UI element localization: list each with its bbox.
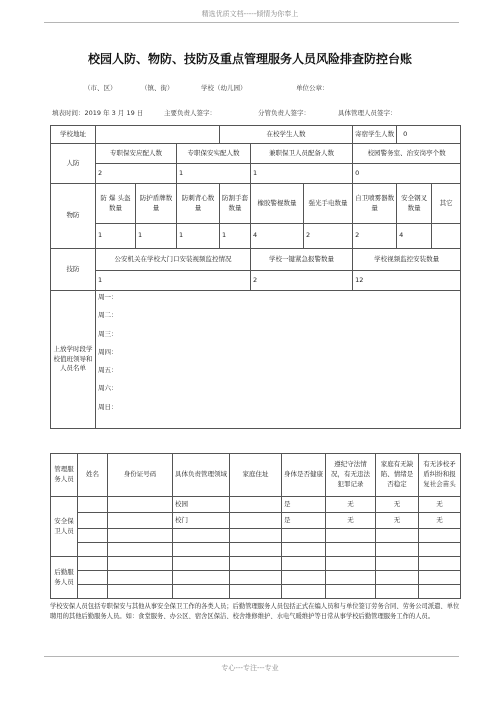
wufang-value-2[interactable]: 1 (177, 224, 220, 249)
duty-roster-days (96, 291, 461, 429)
renfang-value-0[interactable]: 2 (96, 164, 177, 184)
id-cell[interactable] (108, 529, 173, 543)
jifang-header-1: 学校一键紧急报警数量 (251, 249, 353, 271)
boarding-count-label: 寄宿学生人数 (353, 126, 397, 144)
wufang-value-6[interactable]: 2 (353, 224, 397, 249)
table-row (51, 513, 461, 529)
unit-seal-label: 单位公章： (296, 84, 329, 92)
family-cell[interactable] (376, 543, 419, 557)
family-cell[interactable]: 无 (376, 513, 419, 529)
family-cell[interactable]: 无 (376, 497, 419, 513)
school-address-value[interactable] (96, 126, 220, 144)
table-row (51, 543, 461, 557)
address-cell[interactable] (230, 585, 282, 599)
wufang-label: 物防 (51, 184, 96, 249)
health-cell[interactable] (282, 571, 326, 585)
dispute-cell[interactable] (419, 543, 461, 557)
family-cell[interactable] (376, 529, 419, 543)
col-header-legal: 遵纪守法情况，有无违法犯罪记录 (326, 454, 376, 497)
area-cell[interactable] (173, 543, 230, 557)
dispute-cell[interactable] (419, 529, 461, 543)
family-cell[interactable] (376, 557, 419, 571)
id-cell[interactable] (108, 571, 173, 585)
table-row (51, 585, 461, 599)
address-cell[interactable] (230, 513, 282, 529)
renfang-header-1: 专职保安实配人数 (177, 144, 251, 164)
sub-leader-signature: 分管负责人签字： (258, 109, 310, 117)
header-divider (44, 22, 459, 23)
school-address-label: 学校地址 (51, 126, 96, 144)
wufang-value-1[interactable]: 1 (136, 224, 177, 249)
legal-cell[interactable]: 无 (326, 513, 376, 529)
duty-roster-label: 上放学时段学校值班领导和人员名单 (51, 291, 96, 429)
town-label: （镇、街） (141, 84, 174, 92)
wufang-header-5: 强光手电数量 (304, 184, 353, 224)
address-cell[interactable] (230, 497, 282, 513)
duty-day-sun[interactable]: 周日： (98, 402, 118, 411)
table-row (51, 497, 461, 513)
wufang-header-6: 自卫喷雾器数量 (353, 184, 397, 224)
renfang-header-0: 专职保安应配人数 (96, 144, 177, 164)
table-row (51, 529, 461, 543)
name-cell[interactable] (78, 497, 108, 513)
wufang-header-2: 防刺背心数量 (177, 184, 220, 224)
name-cell[interactable] (78, 529, 108, 543)
id-cell[interactable] (108, 497, 173, 513)
duty-day-thu[interactable]: 周四： (98, 347, 118, 356)
wufang-value-0[interactable]: 1 (96, 224, 136, 249)
address-cell[interactable] (230, 571, 282, 585)
legal-cell[interactable] (326, 529, 376, 543)
area-cell[interactable]: 校园 (173, 497, 230, 513)
col-header-id: 身份证号码 (108, 454, 173, 497)
logistics-staff-label: 后勤服务人员 (51, 557, 78, 599)
dispute-cell[interactable]: 无 (419, 513, 461, 529)
renfang-header-2: 兼职保卫人员配备人数 (251, 144, 353, 164)
health-cell[interactable] (282, 585, 326, 599)
address-cell[interactable] (230, 543, 282, 557)
area-cell[interactable]: 校门 (173, 513, 230, 529)
fill-date: 填表时间：2019 年 3 月 19 日 (52, 109, 144, 117)
dispute-cell[interactable] (419, 557, 461, 571)
duty-day-fri[interactable]: 周五： (98, 366, 118, 375)
dispute-cell[interactable] (419, 585, 461, 599)
main-leader-signature: 主要负责人签字： (164, 109, 216, 117)
dispute-cell[interactable] (419, 571, 461, 585)
col-header-dispute: 有无涉校矛盾纠纷和报复社会苗头 (419, 454, 461, 497)
name-cell[interactable] (78, 543, 108, 557)
jifang-label: 技防 (51, 249, 96, 291)
dispute-cell[interactable]: 无 (419, 497, 461, 513)
jifang-value-2[interactable]: 12 (353, 271, 461, 291)
id-cell[interactable] (108, 513, 173, 529)
jifang-header-0: 公安机关在学校大门口安装视频监控情况 (96, 249, 251, 271)
manager-signature: 具体管理人员签字： (338, 109, 397, 117)
col-header-health: 身体是否健康 (282, 454, 326, 497)
wufang-header-0: 防 爆 头盔数量 (96, 184, 136, 224)
family-cell[interactable] (376, 571, 419, 585)
page-header-text: 精选优质文档-----倾情为你奉上 (201, 10, 299, 18)
jifang-value-0[interactable]: 1 (96, 271, 251, 291)
col-header-role: 管理服务人员 (51, 454, 78, 497)
id-cell[interactable] (108, 543, 173, 557)
footnote-text: 学校安保人员包括专职保安与其他从事安全保卫工作的各类人员；后勤管理服务人员包括正式在编人员和与单位签订劳务合同、劳务公司派遣、单位聘用的其他后勤服务人员。如：食堂服务、办公区、宿舍区保洁、校舍维修维护、水电气暖维护等日常从事学校后勤管理服务工作的人员。 (50, 603, 460, 620)
col-header-address: 家庭住址 (230, 454, 282, 497)
wufang-value-3[interactable]: 1 (220, 224, 251, 249)
id-cell[interactable] (108, 557, 173, 571)
name-cell[interactable] (78, 557, 108, 571)
page-footer-text: 专心---专注---专业 (221, 664, 279, 672)
name-cell[interactable] (78, 571, 108, 585)
table-row (51, 571, 461, 585)
students-count-label: 在校学生人数 (220, 126, 353, 144)
health-cell[interactable] (282, 557, 326, 571)
jifang-value-1[interactable]: 2 (251, 271, 353, 291)
wufang-header-1: 防护盾牌数量 (136, 184, 177, 224)
renfang-value-3[interactable]: 0 (353, 164, 461, 184)
family-cell[interactable] (376, 585, 419, 599)
area-cell[interactable] (173, 571, 230, 585)
address-cell[interactable] (230, 557, 282, 571)
duty-day-sat[interactable]: 周六： (98, 384, 118, 393)
personnel-table (50, 453, 461, 599)
legal-cell[interactable] (326, 571, 376, 585)
page-title: 校园人防、物防、技防及重点管理服务人员风险排查防控台账 (87, 52, 412, 66)
renfang-header-3: 校园警务室、治安岗亭个数 (353, 144, 461, 164)
col-header-family: 家庭有无缺陷、情绪是否稳定 (376, 454, 419, 497)
jifang-header-2: 学校视频监控安装数量 (353, 249, 461, 271)
security-staff-label: 安全保卫人员 (51, 497, 78, 557)
wufang-header-7: 安全钢叉数量 (397, 184, 432, 224)
boarding-count-value[interactable]: 0 (397, 126, 461, 144)
area-cell[interactable] (173, 529, 230, 543)
wufang-header-3: 防割手套数量 (220, 184, 251, 224)
address-cell[interactable] (230, 529, 282, 543)
id-cell[interactable] (108, 585, 173, 599)
county-label: （市、区） (84, 84, 117, 92)
legal-cell[interactable] (326, 543, 376, 557)
legal-cell[interactable] (326, 557, 376, 571)
wufang-header-8: 其它 (432, 184, 461, 224)
name-cell[interactable] (78, 585, 108, 599)
renfang-label: 人防 (51, 144, 96, 184)
legal-cell[interactable]: 无 (326, 497, 376, 513)
health-cell[interactable] (282, 529, 326, 543)
health-cell[interactable] (282, 543, 326, 557)
area-cell[interactable] (173, 585, 230, 599)
risk-resource-table (50, 125, 461, 429)
duty-day-wed[interactable]: 周三： (98, 329, 118, 338)
duty-day-mon[interactable]: 周一： (98, 293, 118, 301)
wufang-value-7[interactable]: 4 (397, 224, 432, 249)
wufang-value-4[interactable]: 4 (251, 224, 304, 249)
col-header-area: 具体负责管理领域 (173, 454, 230, 497)
health-cell[interactable]: 是 (282, 513, 326, 529)
wufang-value-5[interactable]: 2 (304, 224, 353, 249)
footer-divider (44, 656, 459, 657)
renfang-value-2[interactable]: 1 (251, 164, 353, 184)
health-cell[interactable]: 是 (282, 497, 326, 513)
wufang-value-8[interactable] (432, 224, 461, 249)
table-row (51, 557, 461, 571)
name-cell[interactable] (78, 513, 108, 529)
wufang-header-4: 橡胶警棍数量 (251, 184, 304, 224)
col-header-name: 姓名 (78, 454, 108, 497)
area-cell[interactable] (173, 557, 230, 571)
duty-day-tue[interactable]: 周二： (98, 311, 118, 320)
legal-cell[interactable] (326, 585, 376, 599)
school-label: 学校（幼儿园） (201, 84, 247, 92)
renfang-value-1[interactable]: 1 (177, 164, 251, 184)
